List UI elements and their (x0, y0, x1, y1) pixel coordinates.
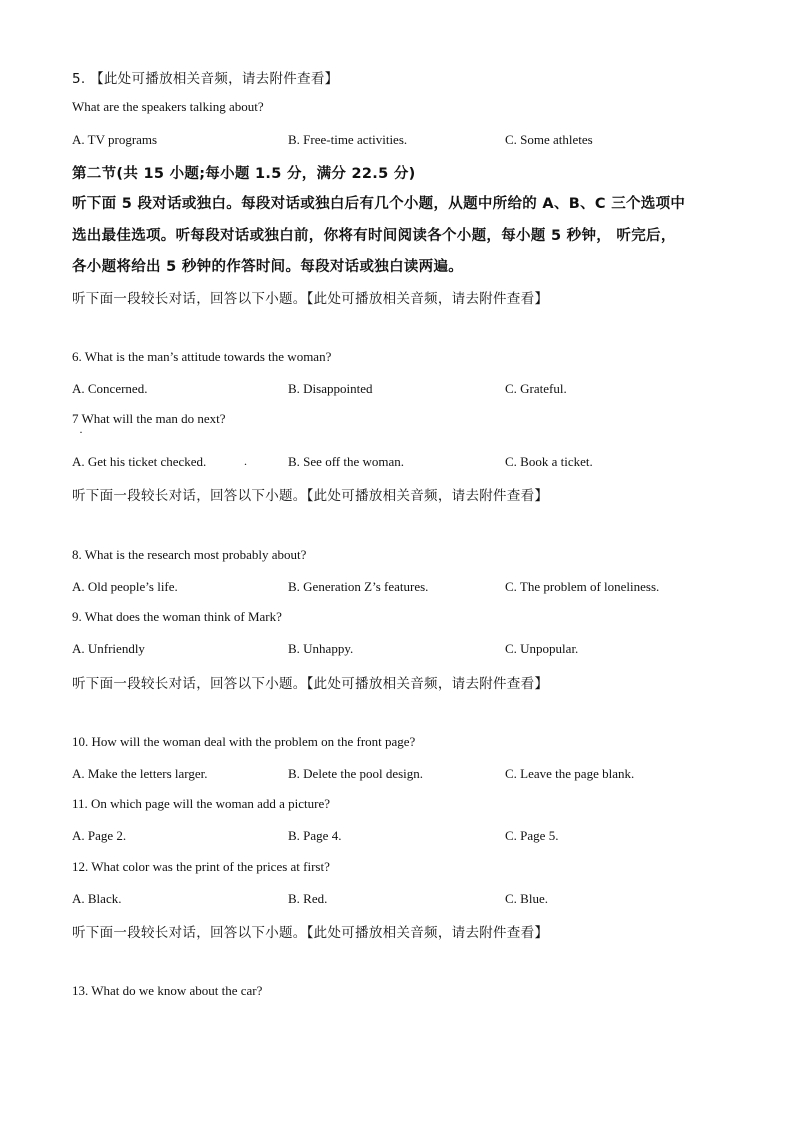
section2-instruction-3: 各小题将给出 5 秒钟的作答时间。每段对话或独白读两遍。 (72, 259, 464, 275)
q9-option-b: B. Unhappy. (288, 641, 354, 656)
section2-instruction-2: 选出最佳选项。听每段对话或独白前，你将有时间阅读各个小题，每小题 5 秒钟， 听完后， (72, 228, 676, 244)
q5-option-a: A. TV programs (72, 132, 158, 147)
q6-option-b: B. Disappointed (288, 381, 373, 396)
q10-option-c: C. Leave the page blank. (505, 766, 635, 781)
dialogue-intro-2: 听下面一段较长对话，回答以下小题。【此处可播放相关音频，请去附件查看】 (72, 488, 549, 504)
q5-option-c: C. Some athletes (505, 132, 593, 147)
q5-stem: What are the speakers talking about? (72, 99, 264, 114)
q10-option-b: B. Delete the pool design. (288, 766, 424, 781)
q5-number-line: 5. 【此处可播放相关音频，请去附件查看】 (72, 71, 339, 87)
section2-instruction-1: 听下面 5 段对话或独白。每段对话或独白后有几个小题，从题中所给的 A、B、C 三个选项中 (72, 196, 686, 212)
dialogue-intro-4: 听下面一段较长对话，回答以下小题。【此处可播放相关音频，请去附件查看】 (72, 925, 549, 941)
q7-stem: 7 What will the man do next? (72, 411, 226, 426)
dialogue-intro-3: 听下面一段较长对话，回答以下小题。【此处可播放相关音频，请去附件查看】 (72, 676, 549, 692)
q6-stem: 6. What is the man’s attitude towards the woman? (72, 349, 332, 364)
q7-option-b: B. See off the woman. (288, 454, 405, 469)
q10-option-a: A. Make the letters larger. (72, 766, 208, 781)
q8-option-b: B. Generation Z’s features. (288, 579, 429, 594)
q11-stem: 11. On which page will the woman add a picture? (72, 796, 330, 811)
q5-option-b: B. Free-time activities. (288, 132, 408, 147)
q13-stem: 13. What do we know about the car? (72, 983, 263, 998)
q11-option-c: C. Page 5. (505, 828, 559, 843)
q9-stem: 9. What does the woman think of Mark? (72, 609, 282, 624)
stray-mark: . (244, 454, 247, 468)
q12-option-c: C. Blue. (505, 891, 548, 906)
q7-option-a: A. Get his ticket checked. (72, 454, 207, 469)
stray-mark: · (79, 425, 83, 439)
q8-stem: 8. What is the research most probably about? (72, 547, 307, 562)
q7-option-c: C. Book a ticket. (505, 454, 593, 469)
q9-option-a: A. Unfriendly (72, 641, 145, 656)
q9-option-c: C. Unpopular. (505, 641, 579, 656)
q11-option-b: B. Page 4. (288, 828, 342, 843)
q12-option-b: B. Red. (288, 891, 328, 906)
q6-option-a: A. Concerned. (72, 381, 148, 396)
q12-stem: 12. What color was the print of the prices at first? (72, 859, 330, 874)
section2-heading: 第二节(共 15 小题;每小题 1.5 分，满分 22.5 分) (72, 166, 416, 182)
q6-option-c: C. Grateful. (505, 381, 567, 396)
q11-option-a: A. Page 2. (72, 828, 127, 843)
q8-option-a: A. Old people’s life. (72, 579, 178, 594)
q8-option-c: C. The problem of loneliness. (505, 579, 660, 594)
q10-stem: 10. How will the woman deal with the problem on the front page? (72, 734, 416, 749)
q12-option-a: A. Black. (72, 891, 122, 906)
dialogue-intro-1: 听下面一段较长对话，回答以下小题。【此处可播放相关音频，请去附件查看】 (72, 291, 549, 307)
